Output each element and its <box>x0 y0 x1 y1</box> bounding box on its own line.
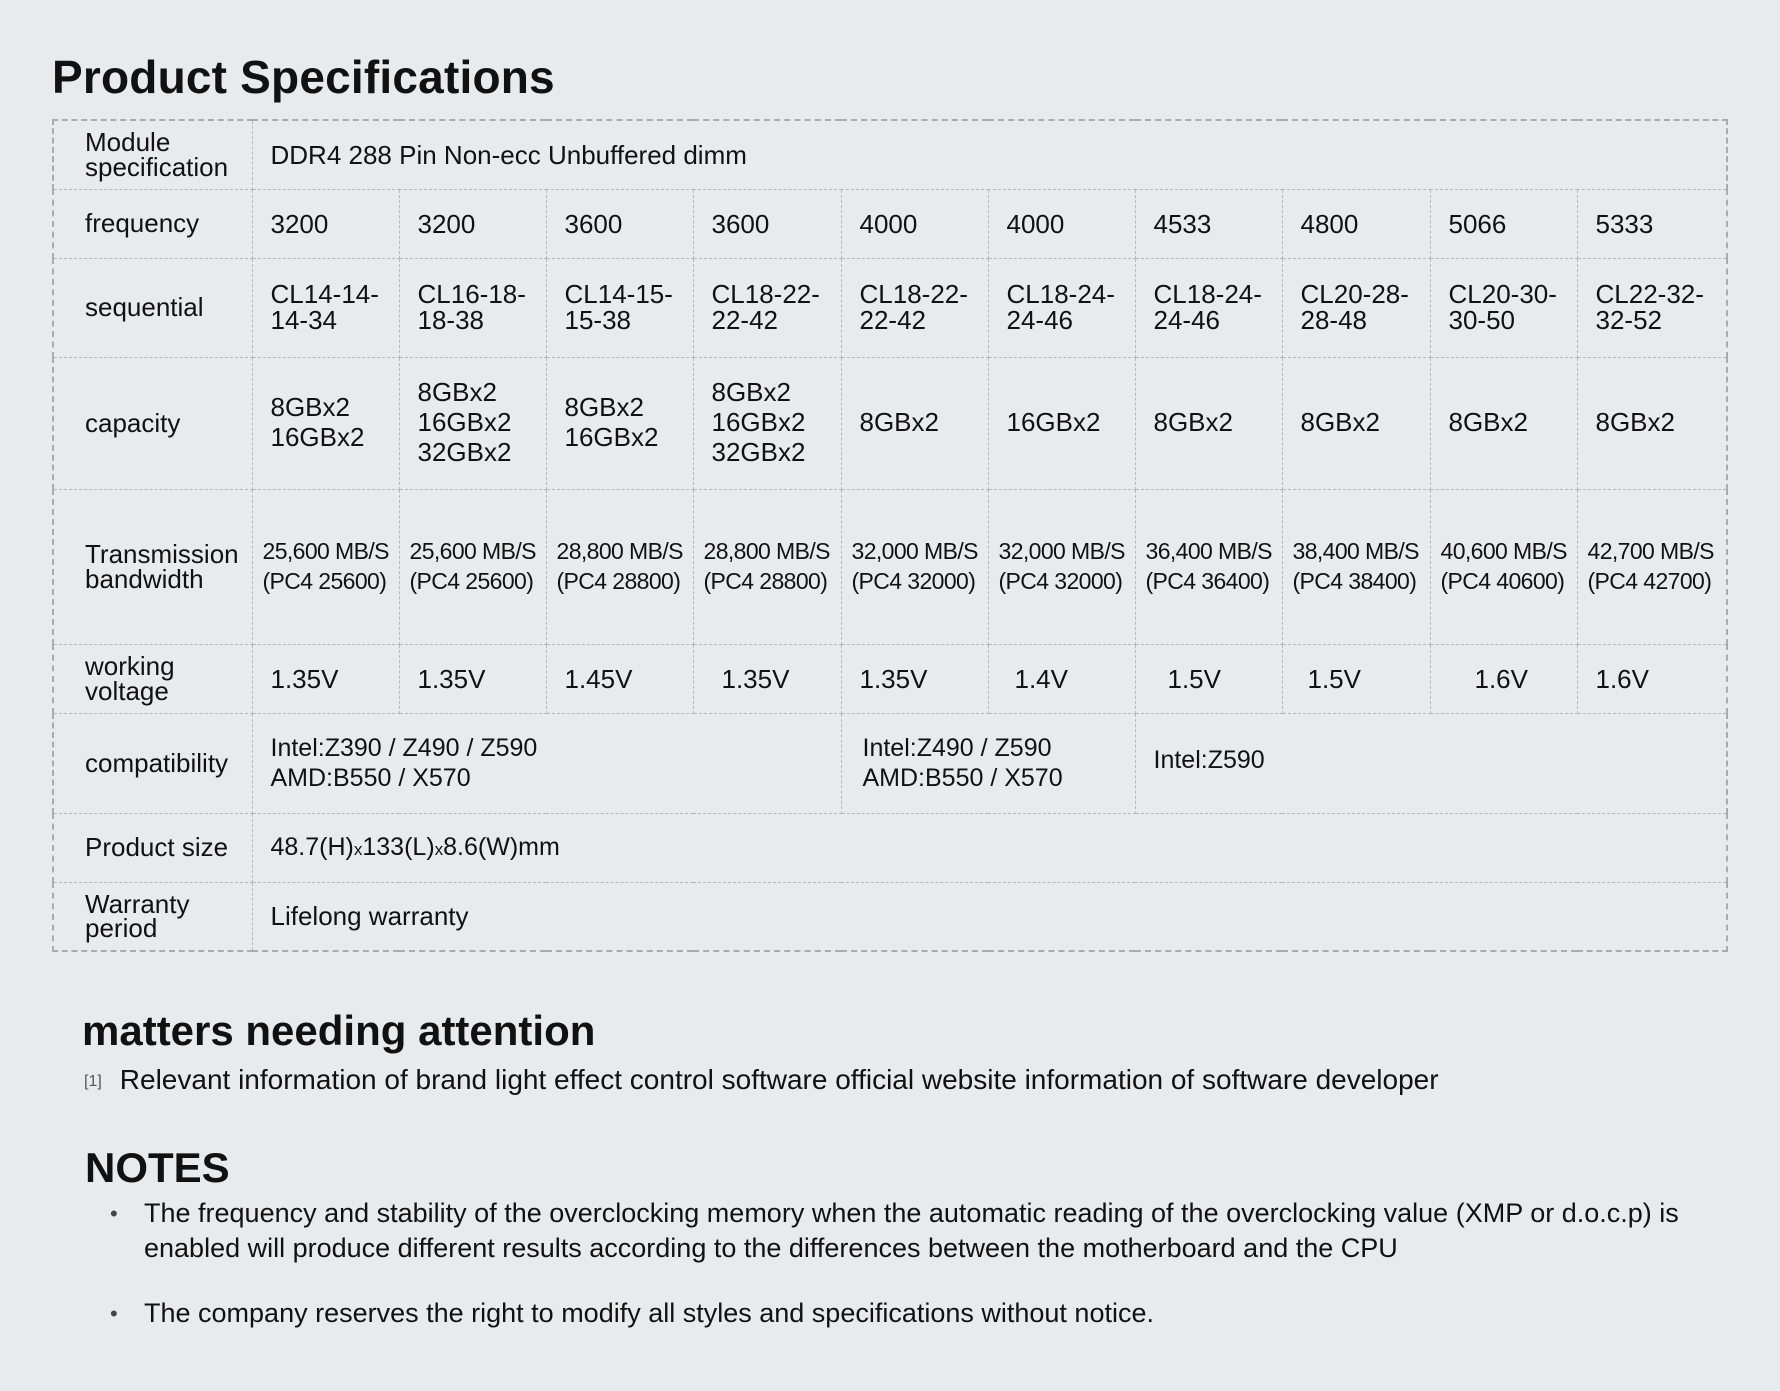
compatibility-group: Intel:Z390 / Z490 / Z590 AMD:B550 / X570 <box>252 713 841 813</box>
module-spec-row <box>53 120 1727 189</box>
timing-cell: CL18-24- 24-46 <box>1135 258 1282 357</box>
capacity-cell: 16GBx2 <box>988 357 1135 489</box>
bandwidth-cell: 32,000 MB/S (PC4 32000) <box>841 489 988 644</box>
notes-list <box>106 1196 1706 1331</box>
timing-cell: CL18-22- 22-42 <box>693 258 841 357</box>
row-label: Product size <box>53 813 252 882</box>
attention-text: Relevant information of brand light effect control software official website information of software developer <box>119 1064 1439 1095</box>
timing-cell: CL16-18- 18-38 <box>399 258 546 357</box>
timing-cell: CL14-15- 15-38 <box>546 258 693 357</box>
warranty-row <box>53 882 1727 951</box>
bandwidth-cell: 32,000 MB/S (PC4 32000) <box>988 489 1135 644</box>
capacity-cell: 8GBx2 <box>1135 357 1282 489</box>
bandwidth-cell: 42,700 MB/S (PC4 42700) <box>1577 489 1727 644</box>
compatibility-group: Intel:Z590 <box>1135 713 1727 813</box>
capacity-cell: 8GBx2 <box>1282 357 1430 489</box>
voltage-cell: 1.35V <box>693 644 841 713</box>
note-item: • The company reserves the right to modify all styles and specifications without notice. <box>106 1296 1706 1331</box>
row-label: Warranty period <box>53 882 252 951</box>
size-row <box>53 813 1727 882</box>
timing-cell: CL22-32- 32-52 <box>1577 258 1727 357</box>
row-label: compatibility <box>53 713 252 813</box>
capacity-row <box>53 357 1727 489</box>
voltage-cell: 1.6V <box>1430 644 1577 713</box>
compatibility-group: Intel:Z490 / Z590 AMD:B550 / X570 <box>841 713 1135 813</box>
compatibility-row <box>53 713 1727 813</box>
timing-cell: CL20-28- 28-48 <box>1282 258 1430 357</box>
frequency-cell: 3200 <box>399 189 546 258</box>
voltage-cell: 1.6V <box>1577 644 1727 713</box>
attention-title: matters needing attention <box>82 1007 596 1054</box>
note-item: • The frequency and stability of the overclocking memory when the automatic reading of the overclocking value (XMP or d.o.c.p) is enabled will produce different results according to the differences between the motherboard and the CPU <box>110 1198 1679 1263</box>
frequency-row <box>53 189 1727 258</box>
row-label: sequential <box>53 258 252 357</box>
frequency-cell: 3600 <box>693 189 841 258</box>
warranty-value: Lifelong warranty <box>252 882 1727 951</box>
module-spec-value: DDR4 288 Pin Non-ecc Unbuffered dimm <box>252 120 1727 189</box>
row-label: Transmission bandwidth <box>53 489 252 644</box>
bandwidth-row <box>53 489 1727 644</box>
size-value: 48.7(H)x133(L)x8.6(W)mm <box>252 813 1727 882</box>
voltage-cell: 1.5V <box>1282 644 1430 713</box>
capacity-cell: 8GBx2 <box>1430 357 1577 489</box>
capacity-cell: 8GBx2 16GBx2 32GBx2 <box>693 357 841 489</box>
frequency-cell: 4000 <box>988 189 1135 258</box>
row-label: capacity <box>53 357 252 489</box>
bandwidth-cell: 25,600 MB/S (PC4 25600) <box>399 489 546 644</box>
capacity-cell: 8GBx2 16GBx2 <box>252 357 399 489</box>
frequency-cell: 4800 <box>1282 189 1430 258</box>
frequency-cell: 5066 <box>1430 189 1577 258</box>
timing-cell: CL20-30- 30-50 <box>1430 258 1577 357</box>
specifications-table <box>52 119 1728 952</box>
row-label: Module specification <box>53 120 252 189</box>
bullet-icon: • <box>110 1201 118 1226</box>
timing-cell: CL18-24- 24-46 <box>988 258 1135 357</box>
page-title: Product Specifications <box>52 51 555 103</box>
bandwidth-cell: 25,600 MB/S (PC4 25600) <box>252 489 399 644</box>
voltage-cell: 1.45V <box>546 644 693 713</box>
row-label: working voltage <box>53 644 252 713</box>
frequency-cell: 4533 <box>1135 189 1282 258</box>
voltage-cell: 1.35V <box>252 644 399 713</box>
bandwidth-cell: 36,400 MB/S (PC4 36400) <box>1135 489 1282 644</box>
bandwidth-cell: 38,400 MB/S (PC4 38400) <box>1282 489 1430 644</box>
voltage-cell: 1.5V <box>1135 644 1282 713</box>
timing-cell: CL14-14- 14-34 <box>252 258 399 357</box>
frequency-cell: 3200 <box>252 189 399 258</box>
capacity-cell: 8GBx2 <box>841 357 988 489</box>
bandwidth-cell: 28,800 MB/S (PC4 28800) <box>546 489 693 644</box>
voltage-row <box>53 644 1727 713</box>
capacity-cell: 8GBx2 16GBx2 <box>546 357 693 489</box>
bandwidth-cell: 28,800 MB/S (PC4 28800) <box>693 489 841 644</box>
footnote-marker: [1] <box>84 1072 102 1090</box>
capacity-cell: 8GBx2 <box>1577 357 1727 489</box>
capacity-cell: 8GBx2 16GBx2 32GBx2 <box>399 357 546 489</box>
sequential-row <box>53 258 1727 357</box>
frequency-cell: 4000 <box>841 189 988 258</box>
voltage-cell: 1.4V <box>988 644 1135 713</box>
frequency-cell: 5333 <box>1577 189 1727 258</box>
bullet-icon: • <box>110 1301 118 1326</box>
voltage-cell: 1.35V <box>399 644 546 713</box>
notes-title: NOTES <box>85 1144 230 1191</box>
row-label: frequency <box>53 189 252 258</box>
bandwidth-cell: 40,600 MB/S (PC4 40600) <box>1430 489 1577 644</box>
voltage-cell: 1.35V <box>841 644 988 713</box>
frequency-cell: 3600 <box>546 189 693 258</box>
timing-cell: CL18-22- 22-42 <box>841 258 988 357</box>
attention-item <box>84 1064 1439 1096</box>
